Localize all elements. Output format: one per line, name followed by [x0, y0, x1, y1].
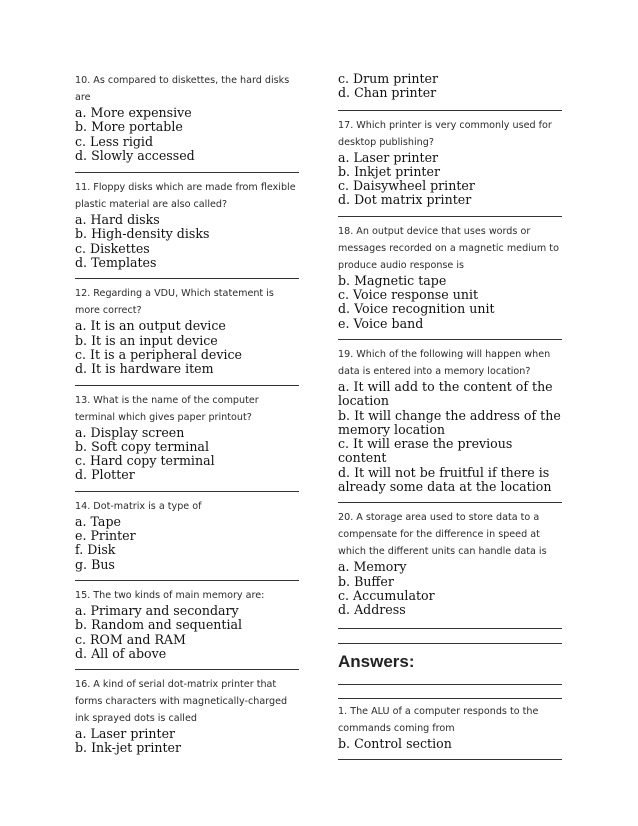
divider [338, 339, 562, 340]
option: c. Voice response unit [338, 287, 479, 303]
option: b. Ink-jet printer [75, 740, 181, 756]
option: e. Voice band [338, 315, 424, 331]
option: d. It is hardware item [75, 361, 214, 377]
divider [338, 698, 562, 699]
option: d. Chan printer [338, 85, 437, 101]
question-block-14 [75, 498, 299, 572]
question-block-16-continued [338, 72, 562, 101]
option: a. Display screen [75, 424, 185, 440]
option: d. Address [338, 602, 406, 618]
option: d. Voice recognition unit [338, 301, 495, 317]
option: c. ROM and RAM [75, 631, 186, 647]
divider [75, 580, 299, 581]
option: c. Drum printer [338, 71, 438, 86]
answers-heading: Answers: [338, 651, 415, 671]
question-text: 13. What is the name of the computer terminal which gives paper printout? [75, 394, 259, 423]
option: d. It will not be fruitful if there is already some data at the location [338, 464, 552, 495]
question-text: 12. Regarding a VDU, Which statement is more correct? [75, 288, 274, 317]
answer: b. Control section [338, 735, 452, 751]
option: a. Memory [338, 559, 407, 575]
question-text: 15. The two kinds of main memory are: [75, 589, 265, 601]
question-block-18 [338, 223, 562, 331]
option: b. High-density disks [75, 226, 210, 242]
question-text: 1. The ALU of a computer responds to the commands coming from [338, 705, 539, 734]
question-text: 20. A storage area used to store data to a compensate for the difference in speed at which the different units can handle data is [338, 512, 547, 558]
option: a. Laser printer [338, 149, 439, 165]
divider [75, 172, 299, 173]
question-block-16 [75, 676, 299, 756]
option: b. Soft copy terminal [75, 438, 209, 454]
option: c. It is a peripheral device [75, 346, 243, 362]
question-text: 16. A kind of serial dot-matrix printer that forms characters with magnetically-charged ink sprayed dots is called [75, 679, 288, 725]
question-block-20 [338, 509, 562, 617]
question-block-13 [75, 392, 299, 483]
option: b. It will change the address of the memory location [338, 407, 561, 437]
question-block-17 [338, 117, 562, 208]
option: g. Bus [75, 556, 115, 572]
divider [338, 643, 562, 644]
question-text: 17. Which printer is very commonly used for desktop publishing? [338, 119, 552, 148]
option: b. Inkjet printer [338, 163, 440, 179]
divider [75, 491, 299, 492]
option: c. Less rigid [75, 133, 154, 149]
divider [338, 502, 562, 503]
question-block-11 [75, 179, 299, 270]
option: b. Magnetic tape [338, 272, 447, 288]
option: d. Templates [75, 255, 157, 271]
question-text: 11. Floppy disks which are made from flexible plastic material are also called? [75, 182, 296, 211]
option: c. Hard copy terminal [75, 453, 215, 469]
option: d. Slowly accessed [75, 147, 195, 163]
question-text: 18. An output device that uses words or messages recorded on a magnetic medium to produce audio response is [338, 225, 559, 271]
option: a. It will add to the content of the location [338, 378, 553, 409]
option: d. All of above [75, 645, 167, 661]
option: d. Dot matrix printer [338, 192, 472, 208]
question-block-15 [75, 587, 299, 661]
option: b. It is an input device [75, 332, 218, 348]
divider [75, 278, 299, 279]
question-block-12 [75, 285, 299, 376]
question-text: 14. Dot-matrix is a type of [75, 500, 202, 512]
option: d. Plotter [75, 467, 135, 483]
option: c. Daisywheel printer [338, 178, 475, 194]
answer-block-1 [338, 703, 562, 751]
divider [338, 684, 562, 685]
option: c. It will erase the previous content [338, 436, 513, 466]
question-text: 19. Which of the following will happen when data is entered into a memory location? [338, 348, 551, 377]
divider [75, 385, 299, 386]
option: f. Disk [75, 542, 116, 558]
option: a. Tape [75, 513, 121, 529]
divider [338, 628, 562, 629]
divider [338, 110, 562, 111]
left-column [75, 72, 299, 756]
option: b. Buffer [338, 573, 394, 589]
option: a. It is an output device [75, 318, 226, 334]
question-text: 10. As compared to diskettes, the hard disks are [75, 75, 290, 103]
option: b. Random and sequential [75, 617, 243, 633]
option: a. More expensive [75, 105, 192, 120]
option: e. Printer [75, 528, 136, 544]
question-block-10 [75, 72, 299, 163]
right-column [338, 72, 562, 760]
divider [338, 216, 562, 217]
option: a. Hard disks [75, 212, 160, 228]
option: c. Diskettes [75, 240, 150, 256]
option: a. Primary and secondary [75, 602, 239, 618]
option: b. More portable [75, 119, 183, 135]
divider [75, 669, 299, 670]
option: a. Laser printer [75, 726, 176, 742]
question-block-19 [338, 346, 562, 494]
divider [338, 759, 562, 760]
option: c. Accumulator [338, 587, 435, 603]
